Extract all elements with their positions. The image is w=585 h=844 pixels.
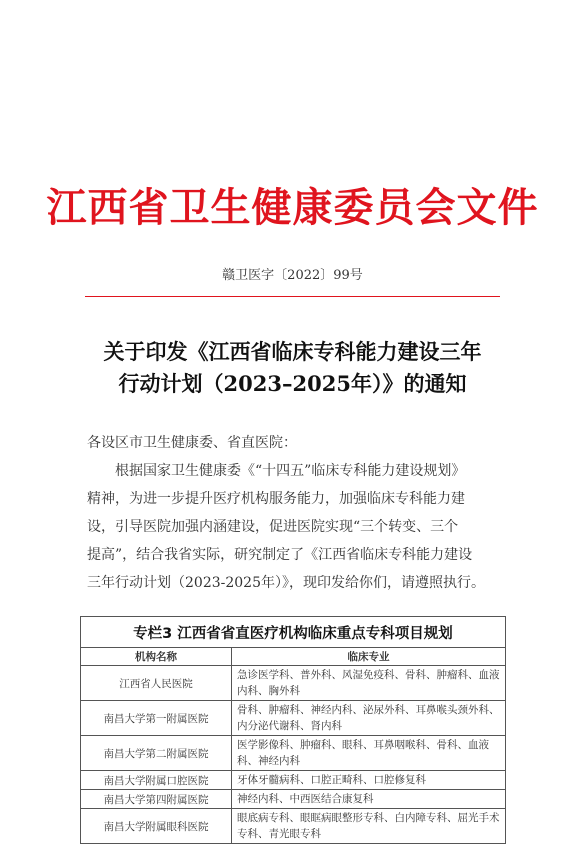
institution-cell: 江西省人民医院 [81,666,232,701]
table-row [81,666,506,701]
specialty-cell: 牙体牙髓病科、口腔正畸科、口腔修复科 [232,771,506,790]
table-row [81,790,506,809]
body-line-1: 根据国家卫生健康委《“十四五”临床专科能力建设规划》 [115,463,466,479]
specialty-plan-table [80,616,506,844]
column-header-specialty: 临床专业 [232,648,506,666]
table-row [81,809,506,844]
specialty-cell: 眼底病专科、眼眶病眼整形专科、白内障专科、屈光手术专科、青光眼专科 [232,809,506,844]
table-row [81,701,506,736]
institution-cell: 南昌大学附属眼科医院 [81,809,232,844]
body-line-2: 精神，为进一步提升医疗机构服务能力，加强临床专科能力建 [87,491,465,507]
institution-cell: 南昌大学第二附属医院 [81,736,232,771]
notice-title-line-1: 关于印发《江西省临床专科能力建设三年 [103,339,482,364]
document-number: 赣卫医字〔2022〕99号 [222,268,363,283]
body-line-4: 提高”，结合我省实际，研究制定了《江西省临床专科能力建设 [87,547,473,563]
specialty-cell: 急诊医学科、普外科、风湿免疫科、骨科、肿瘤科、血液内科、胸外科 [232,666,506,701]
column-header-institution: 机构名称 [81,648,232,666]
institution-cell: 南昌大学第四附属医院 [81,790,232,809]
table-caption: 专栏3 江西省省直医疗机构临床重点专科项目规划 [81,617,506,648]
table-row [81,771,506,790]
body-line-5: 三年行动计划（2023-2025年）》，现印发给你们，请遵照执行。 [87,575,485,591]
institution-cell: 南昌大学第一附属医院 [81,701,232,736]
body-line-3: 设，引导医院加强内涵建设，促进医院实现“三个转变、三个 [87,519,459,535]
specialty-cell: 医学影像科、肿瘤科、眼科、耳鼻咽喉科、骨科、血液科、神经内科 [232,736,506,771]
institution-cell: 南昌大学附属口腔医院 [81,771,232,790]
red-divider-line [85,296,500,297]
issuer-title: 江西省卫生健康委员会文件 [46,184,539,231]
salutation: 各设区市卫生健康委、省直医院： [87,435,297,451]
notice-title-line-2: 行动计划（2023–2025年）》的通知 [118,371,467,396]
specialty-cell: 骨科、肿瘤科、神经内科、泌尿外科、耳鼻喉头颈外科、内分泌代谢科、肾内科 [232,701,506,736]
specialty-cell: 神经内科、中西医结合康复科 [232,790,506,809]
table-row [81,736,506,771]
table-header-row [81,648,506,666]
